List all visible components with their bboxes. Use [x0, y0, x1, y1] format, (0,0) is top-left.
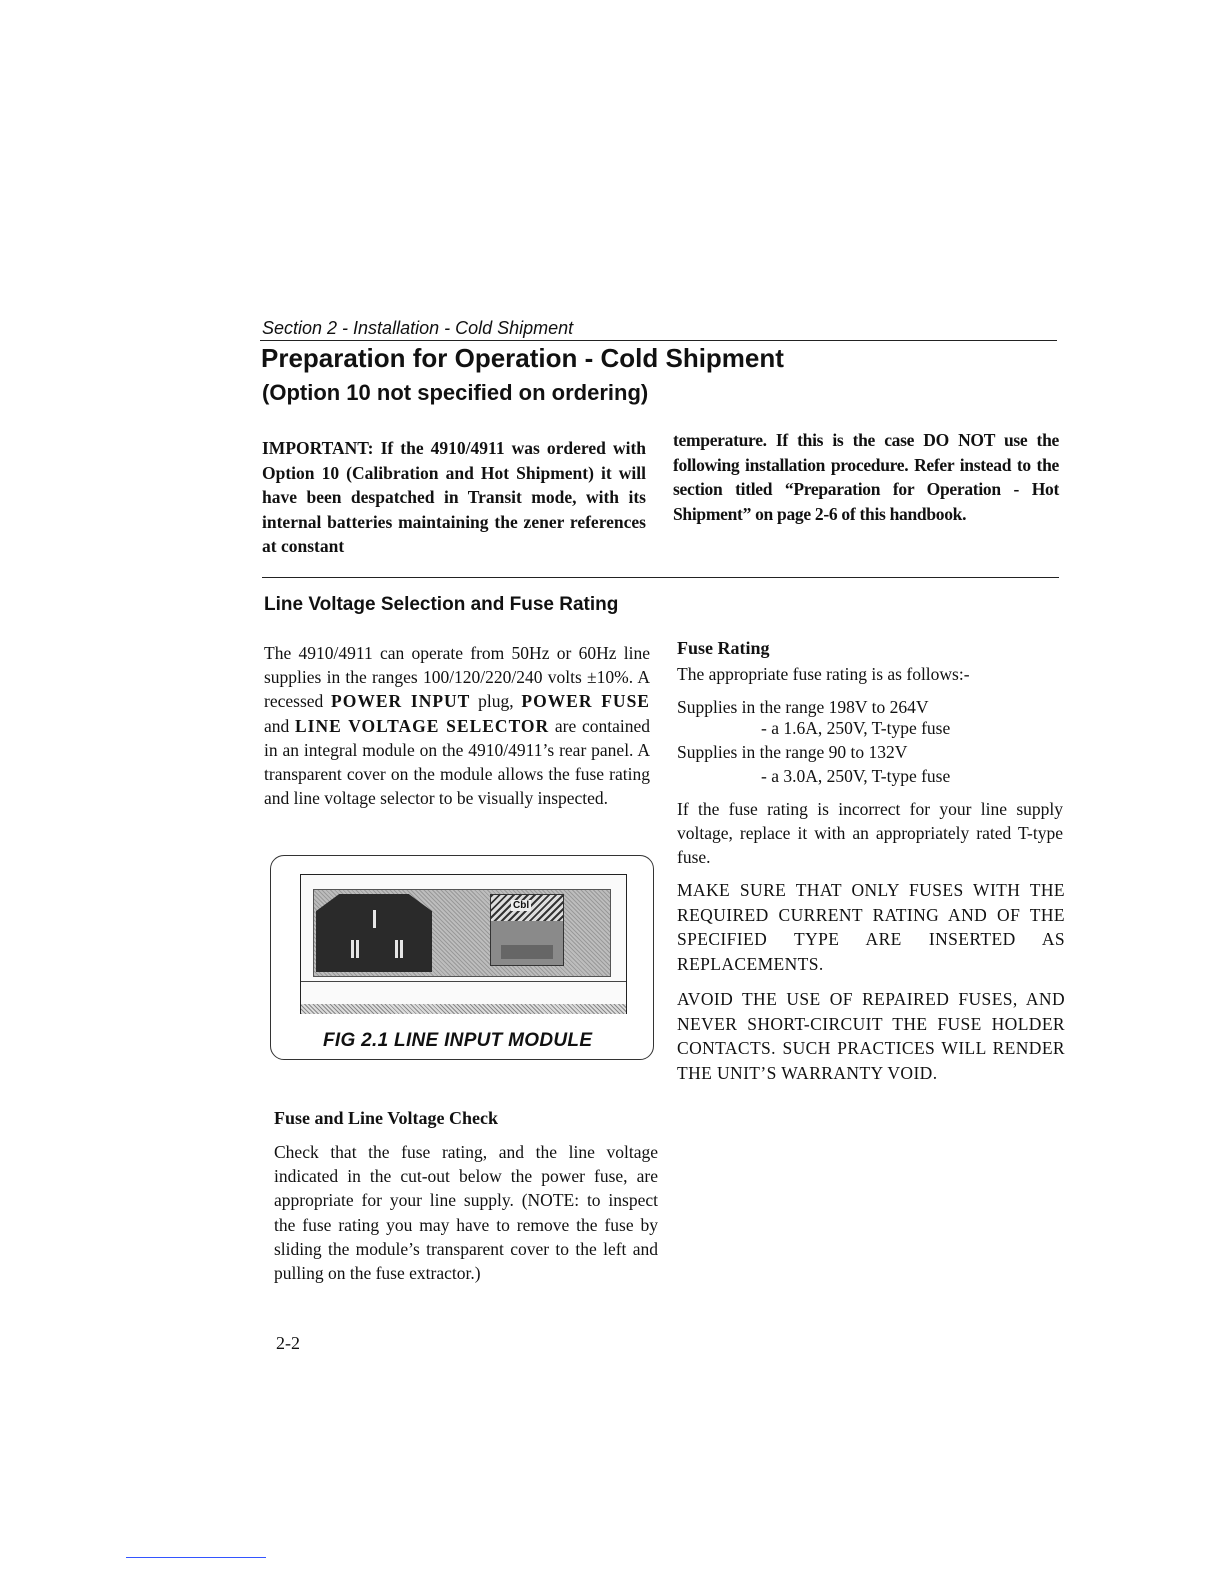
incorrect-fuse-paragraph: If the fuse rating is incorrect for your line supply voltage, replace it with an appropriately rated T-type fuse. — [677, 799, 1063, 868]
figure-caption: FIG 2.1 LINE INPUT MODULE — [323, 1030, 593, 1051]
warning-paragraph-1: MAKE SURE THAT ONLY FUSES WITH THE REQUIRED CURRENT RATING AND OF THE SPECIFIED TYPE ARE INSERTED AS REPLACEMENTS. — [677, 880, 1065, 974]
fuse-rating-intro: The appropriate fuse rating is as follows:- — [677, 664, 970, 684]
section-divider — [262, 577, 1059, 578]
fuse-rating-2: - a 3.0A, 250V, T-type fuse — [761, 766, 951, 786]
power-input-term: POWER INPUT — [331, 691, 471, 712]
socket-pin-top — [373, 910, 376, 928]
module-panel — [313, 889, 611, 977]
para-start: The 4910/4911 can operate from 50Hz or 60Hz line supplies in the ranges 100/120/220/240 volts ±10%. A recessed — [264, 643, 650, 712]
module-outline — [300, 874, 627, 1014]
fuse-label: Cbl — [513, 900, 530, 911]
page-title: Preparation for Operation - Cold Shipment — [261, 343, 784, 373]
supply-range-2: Supplies in the range 90 to 132V — [677, 742, 908, 762]
fuse-holder — [490, 894, 564, 966]
fuse-rating-1: - a 1.6A, 250V, T-type fuse — [761, 718, 951, 738]
section-header: Section 2 - Installation - Cold Shipment — [262, 318, 574, 338]
power-fuse-term: POWER FUSE — [521, 691, 650, 712]
supply-range-1: Supplies in the range 198V to 264V — [677, 697, 929, 717]
line-input-module-figure — [270, 855, 654, 1060]
voltage-cutout-window — [501, 945, 553, 959]
module-base — [301, 981, 626, 1014]
fuse-rating-heading: Fuse Rating — [677, 638, 770, 658]
and-text: and — [264, 715, 295, 736]
line-voltage-selector-term: LINE VOLTAGE SELECTOR — [295, 715, 550, 736]
important-notice-left: IMPORTANT: If the 4910/4911 was ordered with Option 10 (Calibration and Hot Shipment) it will have been despatched in Transit mode, with its internal batteries maintaining the zener references at constant — [262, 438, 646, 556]
socket-pin-left-2 — [356, 940, 359, 958]
important-notice-right: temperature. If this is the case DO NOT use the following installation procedure. Refer instead to the section titled “Preparation for Operation - Hot Shipment” on page 2-6 of this handbook. — [673, 430, 1059, 524]
page-number: 2-2 — [276, 1333, 300, 1353]
socket-pin-right — [395, 940, 398, 958]
fuse-check-paragraph: Check that the fuse rating, and the line voltage indicated in the cut-out below the power fuse, are appropriate for your line supply. (NOTE: to inspect the fuse rating you may have to remove the fuse by sliding the module’s transparent cover to the left and pulling on the fuse extractor.) — [274, 1142, 658, 1284]
header-rule — [260, 340, 1057, 341]
warning-paragraph-2: AVOID THE USE OF REPAIRED FUSES, AND NEVER SHORT-CIRCUIT THE FUSE HOLDER CONTACTS. SUCH PRACTICES WILL RENDER THE UNIT’S WARRANTY VOID. — [677, 989, 1065, 1083]
plug-text: plug, — [470, 691, 522, 712]
socket-pin-left — [351, 940, 354, 958]
fuse-check-heading: Fuse and Line Voltage Check — [274, 1108, 499, 1128]
module-base-strip — [301, 1004, 626, 1014]
para-end: are contained in an integral module on the 4910/4911’s rear panel. A transparent cover on the module allows the fuse rating and line voltage selector to be visually inspected. — [264, 715, 650, 809]
line-voltage-heading: Line Voltage Selection and Fuse Rating — [264, 594, 619, 615]
power-input-socket — [316, 894, 432, 972]
page-subtitle: (Option 10 not specified on ordering) — [262, 380, 649, 405]
line-voltage-paragraph — [264, 641, 650, 810]
socket-pin-right-2 — [400, 940, 403, 958]
bottom-edge-mark — [126, 1557, 266, 1558]
